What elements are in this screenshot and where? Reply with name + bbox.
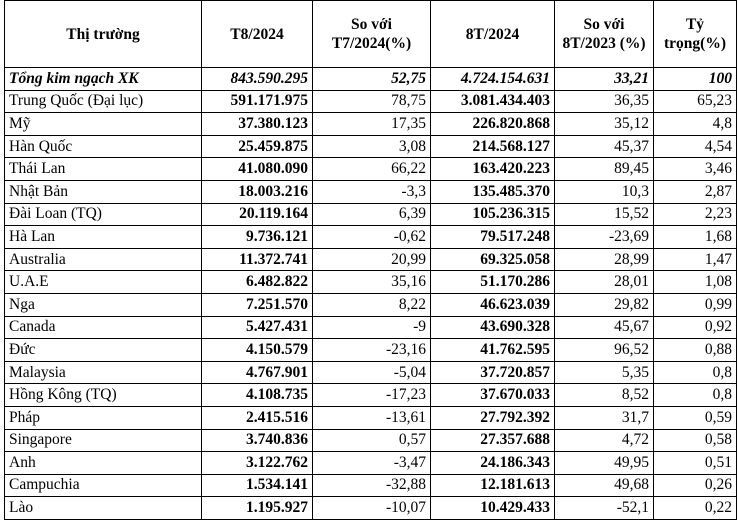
cell-vs-8t2023: 28,01 (555, 271, 654, 294)
cell-t8: 18.003.216 (202, 180, 313, 203)
table-row (5, 361, 737, 384)
cell-vs-8t2023: 31,7 (555, 406, 654, 429)
cell-vs-t7: 17,35 (313, 113, 431, 136)
cell-8t: 46.623.039 (431, 293, 555, 316)
cell-vs-t7: -23,16 (313, 339, 431, 362)
cell-8t: 10.429.433 (431, 497, 555, 520)
cell-share: 0,59 (654, 406, 737, 429)
cell-vs-t7: 35,16 (313, 271, 431, 294)
cell-t8: 4.108.735 (202, 384, 313, 407)
header-t8: T8/2024 (202, 1, 313, 68)
cell-share: 4,54 (654, 135, 737, 158)
table-row (5, 384, 737, 407)
cell-t8: 1.534.141 (202, 474, 313, 497)
cell-t8: 37.380.123 (202, 113, 313, 136)
cell-vs-8t2023: -23,69 (555, 226, 654, 249)
cell-market: Nga (5, 293, 202, 316)
cell-share: 1,47 (654, 248, 737, 271)
cell-market: Malaysia (5, 361, 202, 384)
cell-share: 0,8 (654, 384, 737, 407)
cell-8t: 135.485.370 (431, 180, 555, 203)
cell-t8: 20.119.164 (202, 203, 313, 226)
cell-vs-t7: -17,23 (313, 384, 431, 407)
cell-market: Canada (5, 316, 202, 339)
export-markets-table (4, 0, 737, 520)
cell-vs-t7: 20,99 (313, 248, 431, 271)
cell-vs-t7: -13,61 (313, 406, 431, 429)
cell-market: Trung Quốc (Đại lục) (5, 90, 202, 113)
cell-share: 1,68 (654, 226, 737, 249)
cell-vs-8t2023: 10,3 (555, 180, 654, 203)
cell-market: Hàn Quốc (5, 135, 202, 158)
cell-t8: 1.195.927 (202, 497, 313, 520)
cell-share: 0,22 (654, 497, 737, 520)
table-row (5, 497, 737, 520)
cell-market: Đài Loan (TQ) (5, 203, 202, 226)
cell-share: 0,51 (654, 452, 737, 475)
cell-share: 0,92 (654, 316, 737, 339)
cell-8t: 37.670.033 (431, 384, 555, 407)
cell-vs-t7: -0,62 (313, 226, 431, 249)
table-row (5, 226, 737, 249)
cell-t8: 4.767.901 (202, 361, 313, 384)
cell-market: Lào (5, 497, 202, 520)
cell-8t: 37.720.857 (431, 361, 555, 384)
cell-vs-8t2023: 96,52 (555, 339, 654, 362)
cell-vs-8t2023: 5,35 (555, 361, 654, 384)
total-share: 100 (654, 68, 737, 91)
cell-vs-8t2023: 36,35 (555, 90, 654, 113)
table-row (5, 271, 737, 294)
header-share: Tỷ trọng(%) (654, 1, 737, 68)
cell-market: Hà Lan (5, 226, 202, 249)
table-row (5, 316, 737, 339)
cell-8t: 69.325.058 (431, 248, 555, 271)
cell-8t: 41.762.595 (431, 339, 555, 362)
cell-vs-t7: -9 (313, 316, 431, 339)
cell-vs-8t2023: -52,1 (555, 497, 654, 520)
cell-share: 4,8 (654, 113, 737, 136)
cell-8t: 3.081.434.403 (431, 90, 555, 113)
cell-vs-t7: -32,88 (313, 474, 431, 497)
cell-share: 0,26 (654, 474, 737, 497)
cell-t8: 6.482.822 (202, 271, 313, 294)
cell-share: 2,87 (654, 180, 737, 203)
cell-t8: 5.427.431 (202, 316, 313, 339)
cell-t8: 4.150.579 (202, 339, 313, 362)
cell-vs-8t2023: 89,45 (555, 158, 654, 181)
total-vs-t7: 52,75 (313, 68, 431, 91)
table-header-row (5, 1, 737, 68)
cell-share: 0,58 (654, 429, 737, 452)
cell-t8: 9.736.121 (202, 226, 313, 249)
cell-market: Hồng Kông (TQ) (5, 384, 202, 407)
cell-vs-8t2023: 4,72 (555, 429, 654, 452)
cell-share: 0,99 (654, 293, 737, 316)
header-vs-8t2023: So với 8T/2023 (%) (555, 1, 654, 68)
cell-t8: 2.415.516 (202, 406, 313, 429)
cell-vs-t7: 6,39 (313, 203, 431, 226)
cell-share: 1,08 (654, 271, 737, 294)
cell-share: 65,23 (654, 90, 737, 113)
table-row (5, 113, 737, 136)
total-vs-8t2023: 33,21 (555, 68, 654, 91)
cell-market: Australia (5, 248, 202, 271)
cell-market: Thái Lan (5, 158, 202, 181)
cell-8t: 79.517.248 (431, 226, 555, 249)
total-8t: 4.724.154.631 (431, 68, 555, 91)
cell-8t: 27.792.392 (431, 406, 555, 429)
table-row (5, 429, 737, 452)
cell-market: Pháp (5, 406, 202, 429)
cell-8t: 24.186.343 (431, 452, 555, 475)
table-row (5, 158, 737, 181)
cell-vs-t7: 78,75 (313, 90, 431, 113)
cell-share: 0,8 (654, 361, 737, 384)
table-row (5, 135, 737, 158)
cell-vs-8t2023: 45,67 (555, 316, 654, 339)
cell-market: Nhật Bản (5, 180, 202, 203)
cell-8t: 105.236.315 (431, 203, 555, 226)
cell-vs-8t2023: 49,68 (555, 474, 654, 497)
cell-8t: 226.820.868 (431, 113, 555, 136)
cell-8t: 51.170.286 (431, 271, 555, 294)
cell-vs-8t2023: 29,82 (555, 293, 654, 316)
cell-vs-t7: -5,04 (313, 361, 431, 384)
table-row (5, 248, 737, 271)
cell-t8: 3.122.762 (202, 452, 313, 475)
cell-market: Đức (5, 339, 202, 362)
cell-vs-8t2023: 15,52 (555, 203, 654, 226)
cell-vs-t7: 8,22 (313, 293, 431, 316)
cell-vs-8t2023: 8,52 (555, 384, 654, 407)
cell-t8: 41.080.090 (202, 158, 313, 181)
cell-8t: 214.568.127 (431, 135, 555, 158)
cell-8t: 43.690.328 (431, 316, 555, 339)
header-vs-t7: So với T7/2024(%) (313, 1, 431, 68)
cell-vs-t7: 0,57 (313, 429, 431, 452)
cell-market: Campuchia (5, 474, 202, 497)
cell-8t: 163.420.223 (431, 158, 555, 181)
total-market: Tổng kim ngạch XK (5, 68, 202, 91)
cell-vs-8t2023: 49,95 (555, 452, 654, 475)
cell-market: Mỹ (5, 113, 202, 136)
cell-t8: 591.171.975 (202, 90, 313, 113)
cell-8t: 12.181.613 (431, 474, 555, 497)
cell-t8: 3.740.836 (202, 429, 313, 452)
cell-t8: 7.251.570 (202, 293, 313, 316)
cell-vs-t7: -3,3 (313, 180, 431, 203)
header-8t: 8T/2024 (431, 1, 555, 68)
table-row (5, 339, 737, 362)
cell-vs-8t2023: 28,99 (555, 248, 654, 271)
cell-share: 2,23 (654, 203, 737, 226)
total-row (5, 68, 737, 91)
cell-vs-t7: -3,47 (313, 452, 431, 475)
header-market: Thị trường (5, 1, 202, 68)
cell-t8: 11.372.741 (202, 248, 313, 271)
table-row (5, 180, 737, 203)
cell-market: Singapore (5, 429, 202, 452)
table-row (5, 452, 737, 475)
cell-vs-t7: 66,22 (313, 158, 431, 181)
cell-share: 0,88 (654, 339, 737, 362)
table-row (5, 474, 737, 497)
table-row (5, 90, 737, 113)
cell-market: Anh (5, 452, 202, 475)
cell-vs-t7: -10,07 (313, 497, 431, 520)
cell-vs-8t2023: 45,37 (555, 135, 654, 158)
cell-market: U.A.E (5, 271, 202, 294)
cell-vs-8t2023: 35,12 (555, 113, 654, 136)
table-row (5, 293, 737, 316)
table-row (5, 203, 737, 226)
cell-8t: 27.357.688 (431, 429, 555, 452)
total-t8: 843.590.295 (202, 68, 313, 91)
cell-share: 3,46 (654, 158, 737, 181)
cell-vs-t7: 3,08 (313, 135, 431, 158)
table-row (5, 406, 737, 429)
cell-t8: 25.459.875 (202, 135, 313, 158)
